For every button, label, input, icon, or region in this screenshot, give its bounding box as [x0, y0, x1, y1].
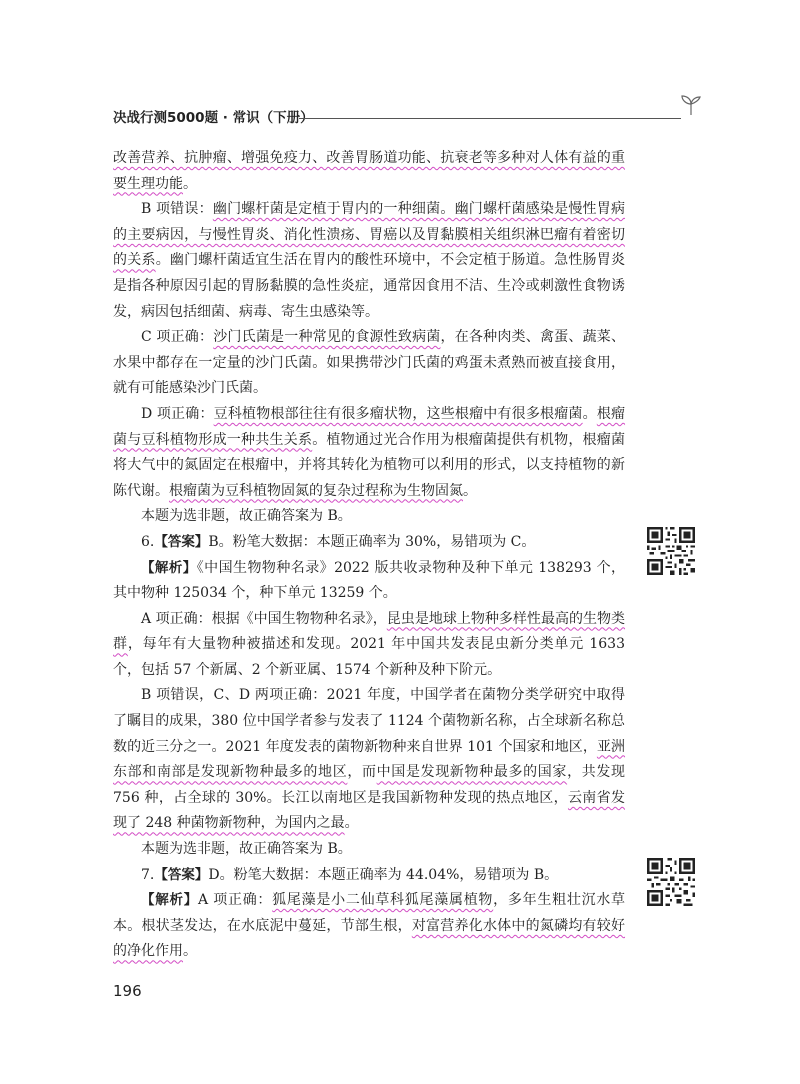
underlined-text: 亚洲东部和南部是发现新物种最多的地区: [113, 738, 626, 781]
underlined-text: 幽门螺杆菌是定植于胃内的一种细菌。幽门螺杆菌感染是慢性胃病的主要病因，与慢性胃炎、消化性溃疡、胃癌以及胃黏膜相关组织淋巴瘤有着密切的关系: [113, 201, 625, 269]
underlined-text: 豆科植物根部往往有很多瘤状物，这些根瘤中有很多根瘤菌: [213, 405, 583, 422]
answer-tag: 【答案】: [154, 533, 209, 550]
underlined-text: 对富营养化水体中的氮磷均有较好的净化作用: [113, 917, 626, 960]
underlined-text: 云南省发现了 248 种菌物新物种，为国内之最: [113, 789, 625, 832]
question-7-answer: [113, 863, 625, 889]
underlined-text: 狐尾藻是小二仙草科狐尾藻属植物: [272, 892, 494, 909]
text: ，而: [347, 764, 377, 781]
text: D 项正确：: [141, 405, 214, 422]
sprout-icon: [679, 94, 703, 116]
question-7-analysis: [113, 888, 625, 965]
text: 。: [183, 175, 197, 192]
text: 。: [183, 943, 197, 960]
text: ，每年有大量物种被描述和发现。2021 年中国共发表昆虫新分类单元 1633 个，包括 57 个新属、2 个新亚属、1574 个新种及种下阶元。: [113, 636, 625, 678]
paragraph: [113, 607, 625, 684]
underlined-text: 改善营养、抗肿瘤、增强免疫力、改善胃肠道功能、抗衰老等多种对人体有益的重要生理功能: [113, 150, 625, 192]
answer-text: B。粉笔大数据：本题正确率为 30%，易错项为 C。: [208, 533, 536, 550]
running-header: [113, 104, 703, 128]
text: A 项正确：根据《中国生物物种名录》，: [141, 610, 387, 627]
underlined-text: 根瘤菌与豆科植物形成一种共生关系: [113, 405, 626, 448]
underlined-text: 沙门氏菌是一种常见的食源性致病菌: [213, 329, 441, 346]
analysis-text: 《中国生物物种名录》2022 版共收录物种及种下单元 138293 个，其中物种 125034 个，种下单元 13259 个。: [113, 559, 626, 602]
text: 。幽门螺杆菌适宜生活在胃内的酸性环境中，不会定植于肠道。急性肠胃炎是指各种原因引起的胃肠黏膜的急性炎症，通常因食用不洁、生冷或刺激性食物诱发，病因包括细菌、病毒、寄生虫感染等。: [113, 252, 625, 320]
text: 。: [344, 815, 359, 832]
answer-text: D。粉笔大数据：本题正确率为 44.04%，易错项为 B。: [208, 866, 559, 883]
question-number: 7.: [141, 866, 155, 883]
text: ，多年生粗壮沉水草本。根状茎发达，在水底泥中蔓延，节部生根，: [113, 892, 626, 934]
paragraph: [113, 197, 625, 325]
text: 。: [582, 405, 597, 422]
text: ，共发现 756 种，占全球的 30%。长江以南地区是我国新物种发现的热点地区，: [113, 764, 626, 806]
text: B 项错误，C、D 两项正确：2021 年度，中国学者在菌物分类学研究中取得了瞩目的成果，380 位中国学者参与发表了 1124 个菌物新名称，占全球新名称总数的近三分之一。2021 年度发表的菌物新物种来自世界 101 个国家和地区，: [113, 687, 625, 755]
paragraph: [113, 325, 625, 402]
paragraph: [113, 402, 625, 504]
question-6-answer: [113, 530, 625, 556]
paragraph: 本题为选非题，故正确答案为 B。: [141, 841, 352, 858]
text: B 项错误：: [141, 201, 213, 218]
page-content: [113, 146, 625, 965]
text: C 项正确：: [141, 329, 214, 346]
paragraph: 本题为选非题，故正确答案为 B。: [141, 508, 352, 525]
paragraph: [113, 683, 625, 837]
analysis-tag: 【解析】: [141, 559, 197, 576]
underlined-text: 中国是发现新物种最多的国家: [376, 764, 568, 781]
answer-tag: 【答案】: [154, 866, 209, 883]
header-rule: [299, 118, 681, 119]
qr-code-icon[interactable]: [647, 527, 695, 575]
paragraph: [113, 146, 625, 197]
text: 。: [463, 482, 477, 499]
text: ，在各种肉类、禽蛋、蔬菜、水果中都存在一定量的沙门氏菌。如果携带沙门氏菌的鸡蛋未煮熟而被直接食用，就有可能感染沙门氏菌。: [113, 329, 625, 397]
page-number: 196: [113, 982, 142, 1000]
question-number: 6.: [141, 533, 155, 550]
qr-code-icon[interactable]: [647, 858, 695, 906]
analysis-tag: 【解析】: [141, 892, 198, 909]
underlined-text: 根瘤菌为豆科植物固氮的复杂过程称为生物固氮: [169, 482, 463, 499]
text: A 项正确：: [197, 892, 273, 909]
underlined-text: 昆虫是地球上物种多样性最高的生物类群: [113, 610, 626, 653]
header-title: 决战行测5000题 · 常识（下册）: [113, 110, 314, 126]
question-6-analysis: [113, 556, 625, 607]
text: 。植物通过光合作用为根瘤菌提供有机物，根瘤菌将大气中的氮固定在根瘤中，并将其转化为植物可以利用的形式，以支持植物的新陈代谢。: [113, 431, 626, 499]
